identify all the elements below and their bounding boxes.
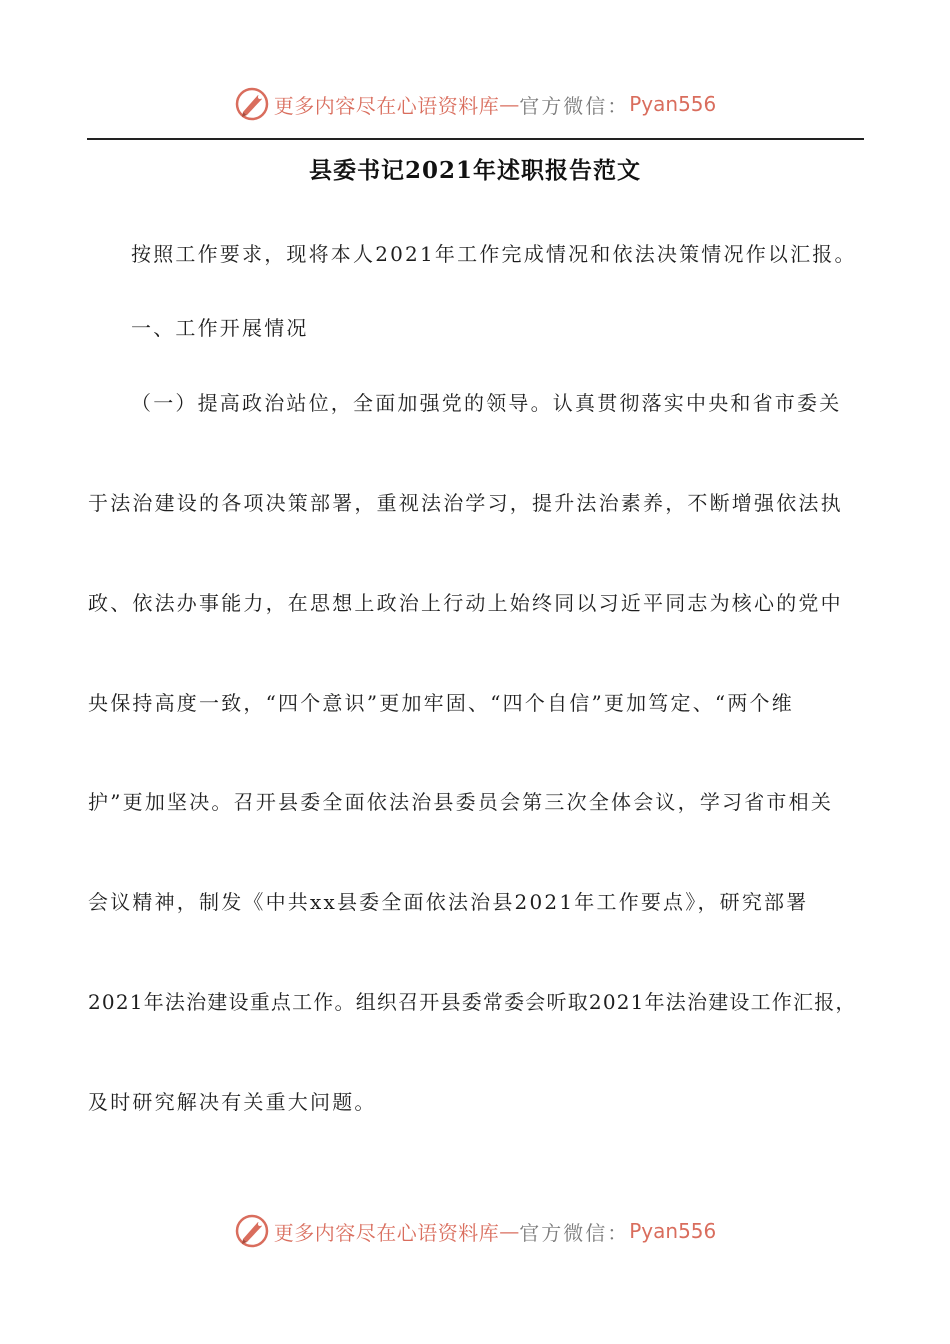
paragraph-line: 政、依法办事能力，在思想上政治上行动上始终同以习近平同志为核心的党中 [88,591,843,615]
banner-official-label: 官方微信： [519,1220,630,1245]
banner-brand: 更多内容尽在心语资料库 [273,93,500,118]
banner-official-label: 官方微信： [519,93,630,118]
footer-banner [0,1209,950,1253]
paragraph-line: 护”更加坚决。召开县委全面依法治县委员会第三次全体会议，学习省市相关 [88,790,834,814]
document-title: 县委书记2021年述职报告范文 [308,157,641,184]
paragraph-line: 于法治建设的各项决策部署，重视法治学习，提升法治素养，不断增强依法执 [88,491,843,515]
banner-dash: — [499,92,520,116]
header-divider [87,138,864,140]
pen-logo-icon [234,86,270,122]
banner-wechat-id: Pyan556 [629,1219,717,1243]
paragraph-line: 会议精神，制发《中共xx县委全面依法治县2021年工作要点》，研究部署 [88,890,809,914]
section-heading: 一、工作开展情况 [131,316,309,340]
paragraph-line: 2021年法治建设重点工作。组织召开县委常委会听取2021年法治建设工作汇报， [88,990,857,1014]
paragraph-line: 央保持高度一致，“四个意识”更加牢固、“四个自信”更加笃定、“两个维 [88,691,794,715]
pen-logo-icon [234,1213,270,1249]
paragraph-line: 及时研究解决有关重大问题。 [88,1090,377,1114]
header-banner [0,82,950,126]
paragraph-intro: 按照工作要求，现将本人2021年工作完成情况和依法决策情况作以汇报。 [131,242,857,266]
paragraph-line: （一）提高政治站位，全面加强党的领导。认真贯彻落实中央和省市委关 [131,391,842,415]
banner-wechat-id: Pyan556 [629,92,717,116]
banner-brand: 更多内容尽在心语资料库 [273,1220,500,1245]
banner-dash: — [499,1219,520,1243]
